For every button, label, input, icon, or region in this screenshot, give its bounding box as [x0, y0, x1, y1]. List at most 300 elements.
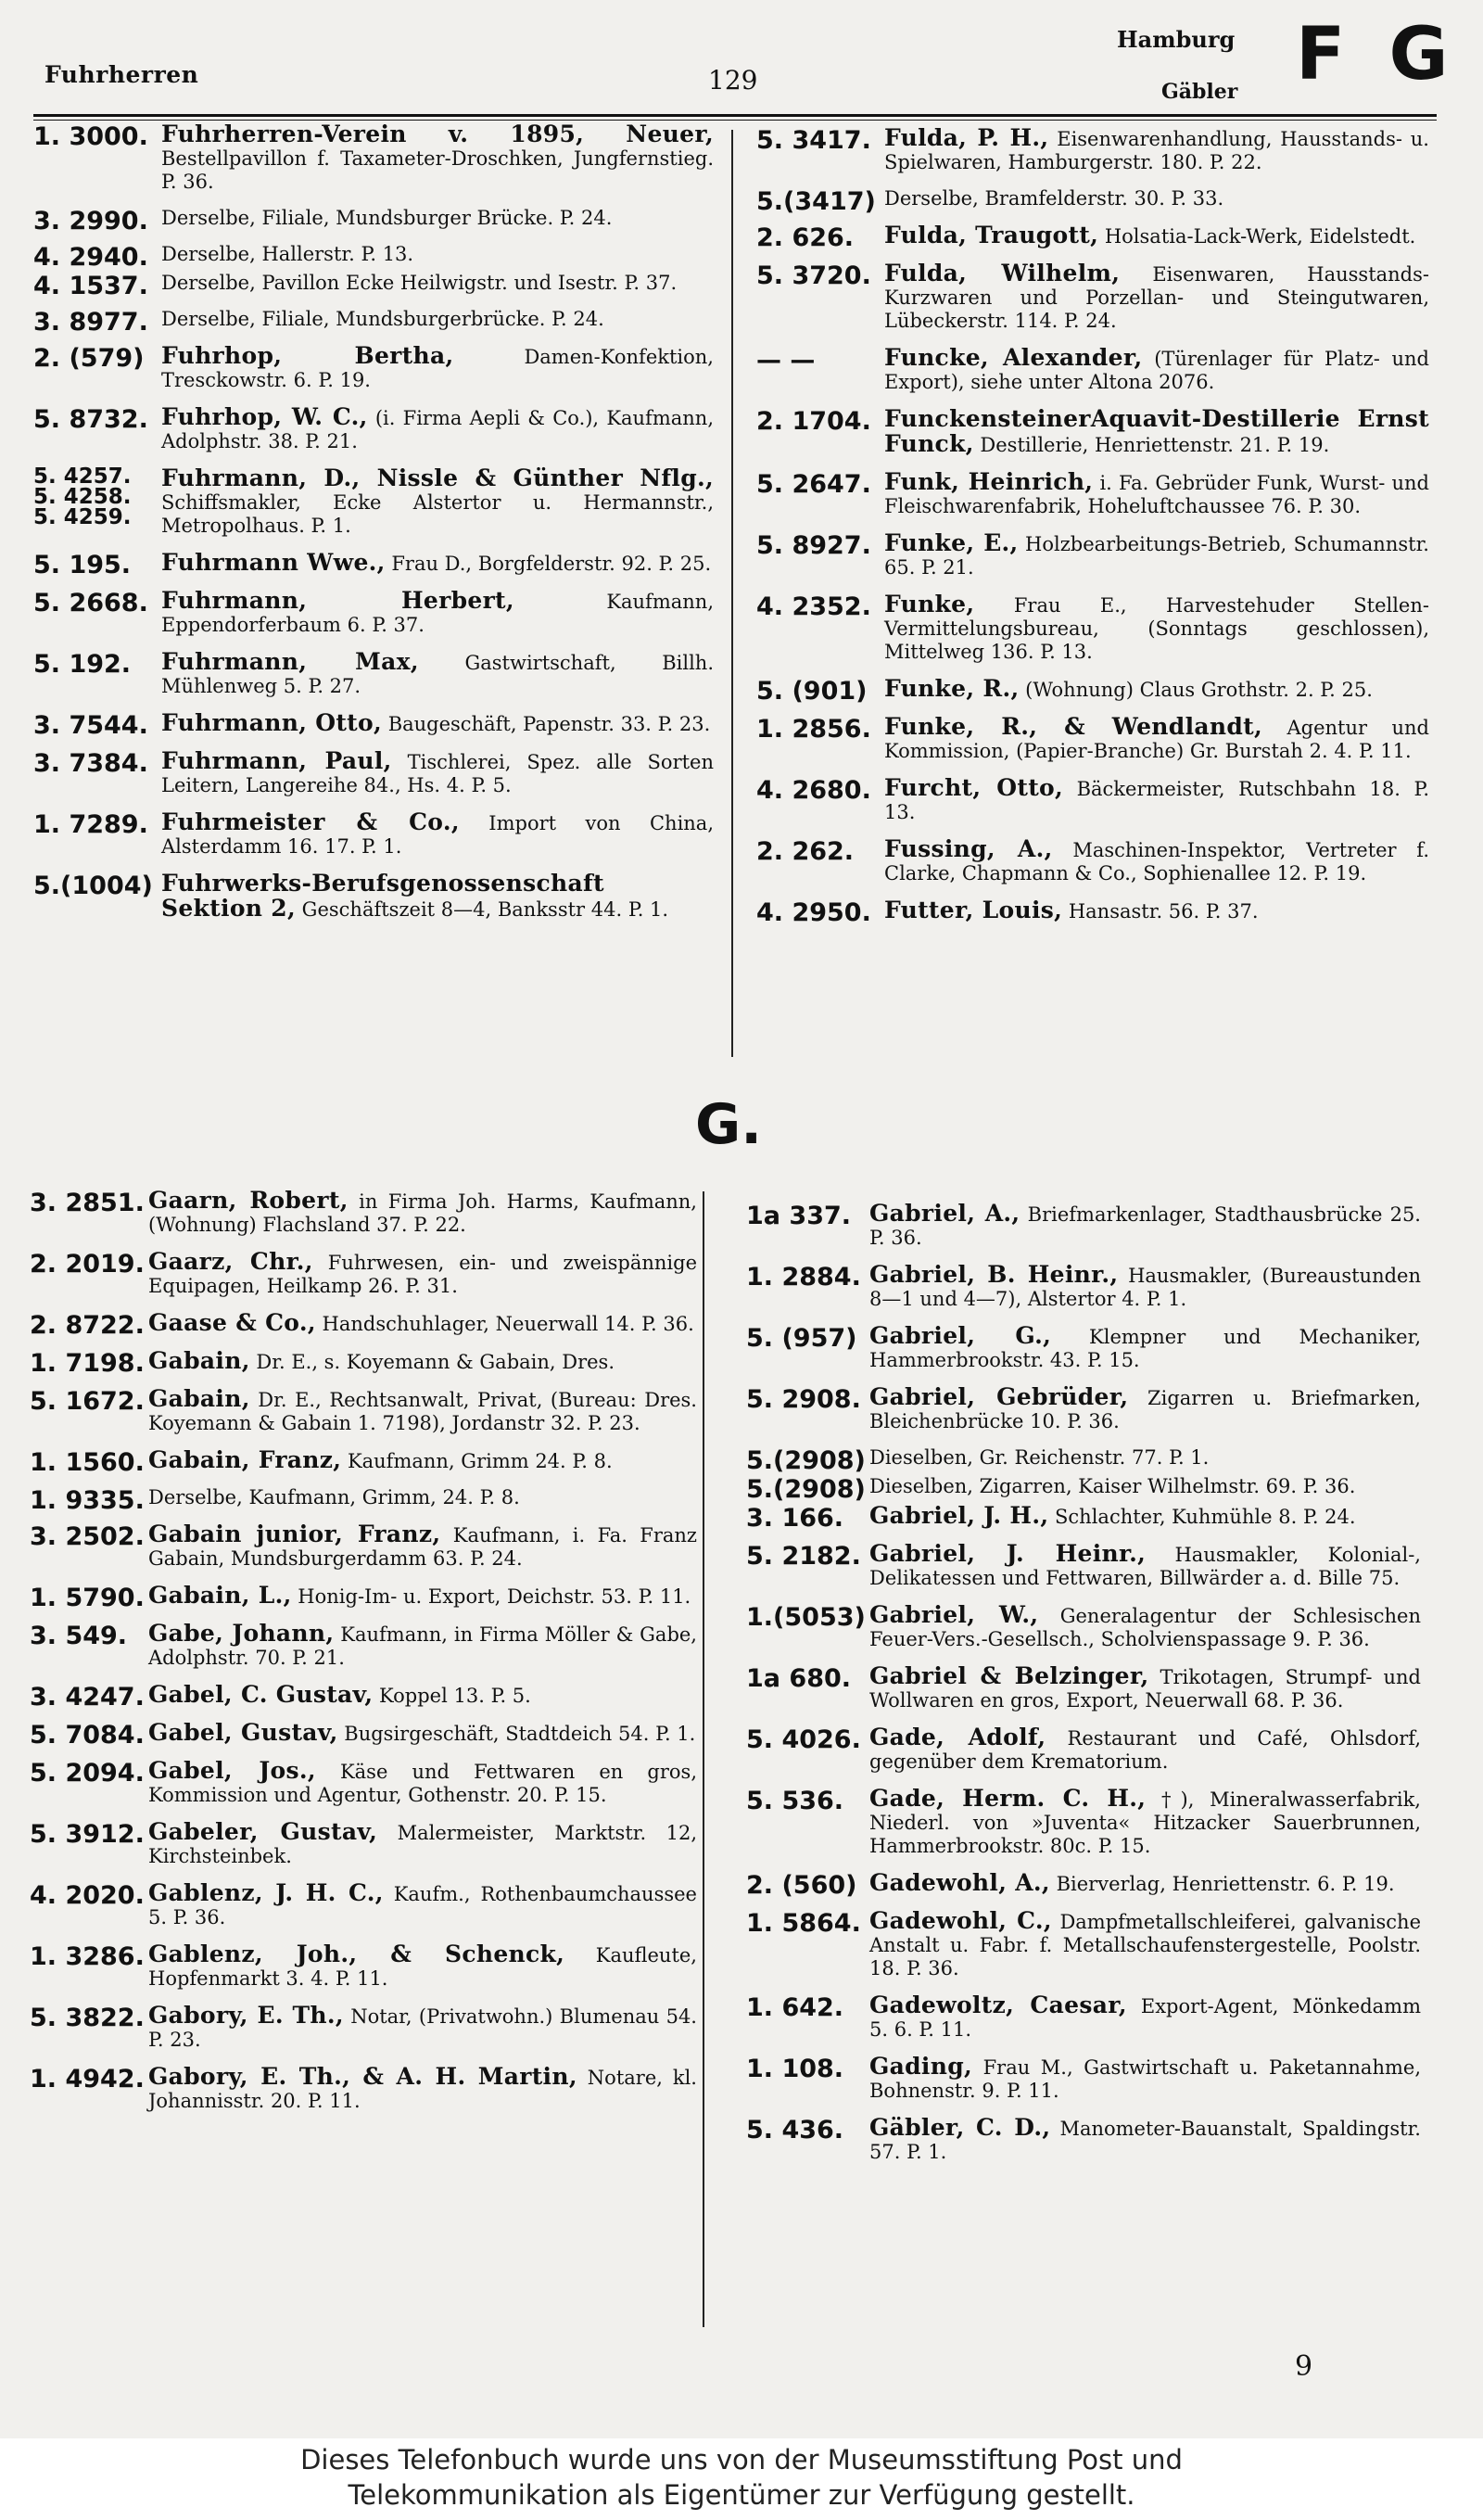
entry-text	[161, 466, 714, 538]
directory-entry	[756, 346, 1429, 394]
entry-text	[148, 1622, 697, 1670]
entry-text	[161, 207, 714, 230]
directory-entry	[746, 1603, 1421, 1651]
subscriber-details: Bäckermeister, Rutschbahn 18. P. 13.	[884, 778, 1429, 823]
subscriber-name: Gabain,	[148, 1347, 250, 1374]
phone-number: 5. 536.	[746, 1787, 844, 1815]
subscriber-details: Holzbearbeitungs-Betrieb, Schumannstr. 65. P. 21.	[884, 533, 1429, 579]
subscriber-name: Furcht, Otto,	[884, 774, 1064, 801]
phone-number: 3. 7384.	[33, 749, 148, 778]
subscriber-details: Hansastr. 56. P. 37.	[1068, 900, 1259, 923]
subscriber-name: Fuhrmann, Herbert,	[161, 587, 514, 614]
entry-text	[884, 715, 1429, 763]
subscriber-details: Damen-Konfektion, Tresckowstr. 6. P. 19.	[161, 346, 714, 391]
entry-text	[869, 1871, 1421, 1896]
subscriber-name: Gabory, E. Th., & A. H. Martin,	[148, 2063, 577, 2090]
subscriber-details: (Wohnung) Claus Grothstr. 2. P. 25.	[1025, 679, 1373, 701]
directory-entry	[33, 749, 714, 797]
entry-text	[161, 589, 714, 637]
subscriber-name: Gabain,	[148, 1385, 250, 1412]
footer-line-2: Telekommunikation als Eigentümer zur Verfügung gestellt.	[348, 2479, 1135, 2511]
phone-number: 5. 3822.	[30, 2004, 145, 2032]
phone-number: 5.(3417)	[756, 187, 876, 216]
entry-text	[148, 1759, 697, 1807]
directory-entry	[30, 1486, 697, 1515]
subscriber-details: †), Mineralwasserfabrik, Niederl. von »Juventa« Hitzacker Sauerbrunnen, Hammerbrookstr. 80c. P. 15.	[869, 1788, 1421, 1857]
phone-number: 1. 108.	[746, 2055, 844, 2083]
directory-entry	[756, 470, 1429, 518]
phone-number: 5. 3417.	[756, 126, 871, 155]
subscriber-name: Funke,	[884, 591, 975, 617]
directory-entry	[756, 261, 1429, 333]
subscriber-details: Trikotagen, Strumpf- und Wollwaren en gros, Export, Neuerwall 68. P. 36.	[869, 1666, 1421, 1712]
subscriber-name: Gade, Adolf,	[869, 1724, 1046, 1750]
subscriber-details: Briefmarkenlager, Stadthausbrücke 25. P. 36.	[869, 1203, 1421, 1249]
entry-text	[869, 1324, 1421, 1372]
subscriber-name: Fulda, Wilhelm,	[884, 260, 1121, 286]
subscriber-details: Frau E., Harvestehuder Stellen-Vermittelungsbureau, (Sonntags geschlossen), Mittelweg 136. P. 13.	[884, 594, 1429, 663]
subscriber-details: Frau D., Borgfelderstr. 92. P. 25.	[391, 553, 712, 575]
phone-number: 3. 2502.	[30, 1522, 145, 1551]
subscriber-name: Fuhrmeister & Co.,	[161, 808, 460, 835]
entry-text	[148, 1820, 697, 1868]
entry-text	[884, 407, 1429, 457]
entry-text	[148, 1522, 697, 1571]
subscriber-details: (i. Firma Aepli & Co.), Kaufmann, Adolphstr. 38. P. 21.	[161, 407, 714, 452]
directory-entry	[756, 531, 1429, 579]
subscriber-details: Kaufmann, Grimm 24. P. 8.	[347, 1450, 613, 1472]
directory-entry	[746, 1869, 1421, 1900]
subscriber-name: Fuhrwerks-Berufsgenossenschaft Sektion 2,	[161, 870, 604, 922]
directory-entry	[30, 1309, 697, 1340]
phone-number: 5. 2908.	[746, 1385, 861, 1414]
entry-text	[148, 1486, 697, 1509]
subscriber-details: Kaufmann, Eppendorferbaum 6. P. 37.	[161, 591, 714, 636]
directory-entry	[30, 1759, 697, 1807]
entry-text	[161, 749, 714, 797]
phone-number: 5.(1004)	[33, 872, 153, 900]
directory-entry	[33, 549, 714, 579]
subscriber-details: Käse und Fettwaren en gros, Kommission und Agentur, Gothenstr. 20. P. 15.	[148, 1761, 697, 1806]
subscriber-details: Agentur und Kommission, (Papier-Branche) Gr. Burstah 2. 4. P. 11.	[884, 717, 1430, 762]
directory-entry	[30, 1622, 697, 1670]
subscriber-details: Schlachter, Kuhmühle 8. P. 24.	[1055, 1506, 1356, 1528]
entry-text	[148, 2004, 697, 2052]
phone-number: 3. 2851.	[30, 1189, 145, 1217]
directory-entry	[756, 592, 1429, 664]
subscriber-details: Geschäftszeit 8—4, Banksstr 44. P. 1.	[301, 898, 669, 921]
phone-number: 5. 2094.	[30, 1759, 145, 1788]
phone-number: 1. 7198.	[30, 1349, 145, 1378]
phone-number: 5. 4026.	[746, 1725, 861, 1754]
running-header-last-entry: Gäbler	[1161, 80, 1238, 104]
entry-text	[869, 1787, 1421, 1858]
subscriber-details: Malermeister, Marktstr. 12, Kirchsteinbek.	[148, 1822, 697, 1867]
subscriber-details: Derselbe, Kaufmann, Grimm, 24. P. 8.	[148, 1486, 520, 1508]
phone-number: 1. 5864.	[746, 1909, 861, 1938]
phone-number: 2. 1704.	[756, 407, 871, 436]
phone-number: 4. 2940.	[33, 243, 148, 272]
subscriber-details: in Firma Joh. Harms, Kaufmann, (Wohnung) Flachsland 37. P. 22.	[148, 1190, 697, 1236]
subscriber-name: Gaase & Co.,	[148, 1309, 316, 1336]
entry-text	[869, 1202, 1421, 1250]
subscriber-name: Gaarn, Robert,	[148, 1187, 349, 1214]
entry-text	[869, 1993, 1421, 2042]
subscriber-name: Gabeler, Gustav,	[148, 1818, 378, 1845]
entry-text	[869, 1263, 1421, 1311]
subscriber-details: Maschinen-Inspektor, Vertreter f. Clarke, Chapmann & Co., Sophienallee 12. P. 19.	[884, 839, 1429, 885]
directory-entry	[33, 308, 714, 337]
subscriber-name: Fuhrmann, Max,	[161, 648, 419, 675]
subscriber-name: Gabain, L.,	[148, 1582, 292, 1609]
phone-number: 2. 8722.	[30, 1311, 145, 1340]
subscriber-details: Gastwirtschaft, Billh. Mühlenweg 5. P. 27.	[161, 652, 714, 697]
entry-text	[869, 1909, 1421, 1980]
directory-entry	[756, 407, 1429, 457]
directory-entry	[746, 1993, 1421, 2042]
directory-entry	[30, 1387, 697, 1435]
column-divider-top	[731, 130, 733, 1057]
phone-number: 5. 8732.	[33, 405, 148, 434]
subscriber-name: Fuhrmann Wwe.,	[161, 549, 386, 576]
subscriber-details: Derselbe, Bramfelderstr. 30. P. 33.	[884, 187, 1224, 210]
directory-entry	[30, 1347, 697, 1378]
phone-number: 5. 1672.	[30, 1387, 145, 1416]
entry-text	[148, 1881, 697, 1929]
subscriber-name: Gablenz, Joh., & Schenck,	[148, 1941, 565, 1967]
entry-text	[161, 405, 714, 453]
phone-number: 4. 2950.	[756, 898, 871, 927]
subscriber-details: Derselbe, Hallerstr. P. 13.	[161, 243, 414, 265]
directory-entry	[756, 126, 1429, 174]
entry-text	[161, 308, 714, 331]
directory-entry	[30, 2004, 697, 2052]
subscriber-details: Bierverlag, Henriettenstr. 6. P. 19.	[1056, 1873, 1395, 1895]
subscriber-details: Notare, kl. Johannisstr. 20. P. 11.	[148, 2067, 697, 2112]
subscriber-details: Holsatia-Lack-Werk, Eidelstedt.	[1104, 225, 1416, 248]
subscriber-details: Zigarren u. Briefmarken, Bleichenbrücke 10. P. 36.	[869, 1387, 1421, 1432]
subscriber-name: Gabriel, J. H.,	[869, 1502, 1049, 1529]
footer-notice	[0, 2438, 1483, 2520]
directory-entry	[746, 1502, 1421, 1533]
directory-entry	[746, 2116, 1421, 2164]
directory-entry	[30, 1719, 697, 1750]
page-number: 129	[708, 65, 758, 95]
directory-entry	[746, 1909, 1421, 1980]
subscriber-name: Funke, R., & Wendlandt,	[884, 713, 1262, 740]
subscriber-name: Funke, R.,	[884, 675, 1020, 702]
directory-entry	[756, 715, 1429, 763]
directory-entry	[746, 1324, 1421, 1372]
phone-number: 1. 2856.	[756, 715, 871, 744]
section-letters: F G	[1296, 13, 1458, 96]
subscriber-name: Fulda, Traugott,	[884, 222, 1099, 248]
directory-entry	[756, 897, 1429, 927]
entry-text	[161, 650, 714, 698]
directory-entry	[33, 344, 714, 392]
phone-number: 1. 4942.	[30, 2065, 145, 2094]
subscriber-details: Dr. E., s. Koyemann & Gabain, Dres.	[256, 1351, 615, 1373]
entry-text	[161, 711, 714, 736]
subscriber-name: Gabriel & Belzinger,	[869, 1662, 1149, 1689]
entry-text	[148, 1683, 697, 1708]
directory-entry	[746, 1725, 1421, 1774]
subscriber-details: Manometer-Bauanstalt, Spaldingstr. 57. P. 1.	[869, 2118, 1421, 2163]
subscriber-name: Fuhrmann, Paul,	[161, 747, 392, 774]
phone-number: 3. 166.	[746, 1504, 844, 1533]
entry-text	[884, 677, 1429, 702]
subscriber-name: Gadewohl, A.,	[869, 1869, 1050, 1896]
subscriber-details: Hausmakler, (Bureaustunden 8—1 und 4—7), Alstertor 4. P. 1.	[869, 1265, 1421, 1310]
directory-entry	[30, 1446, 697, 1477]
header-rule	[33, 114, 1437, 117]
subscriber-details: Handschuhlager, Neuerwall 14. P. 36.	[322, 1313, 694, 1335]
phone-number: 5.(2908)	[746, 1446, 866, 1475]
directory-entry	[746, 1263, 1421, 1311]
directory-entry	[30, 2065, 697, 2113]
subscriber-details: Schiffsmakler, Ecke Alstertor u. Hermannstr., Metropolhaus. P. 1.	[161, 491, 714, 537]
subscriber-name: Gabriel, G.,	[869, 1322, 1052, 1349]
entry-text	[869, 1504, 1421, 1529]
phone-number: 1. 3286.	[30, 1942, 145, 1971]
subscriber-name: Gading,	[869, 2053, 972, 2080]
phone-number: 1a 337.	[746, 1202, 852, 1230]
directory-entry	[756, 222, 1429, 252]
subscriber-name: Gabriel, J. Heinr.,	[869, 1540, 1147, 1567]
phone-number: 1. 7289.	[33, 810, 148, 839]
running-header-city: Hamburg	[1117, 26, 1236, 53]
entry-text	[148, 1189, 697, 1237]
phone-number: 5. 436.	[746, 2116, 844, 2145]
phone-number: 4. 2352.	[756, 592, 871, 621]
column-g-left	[30, 1189, 697, 2126]
subscriber-details: Frau M., Gastwirtschaft u. Paketannahme, Bohnenstr. 9. P. 11.	[869, 2056, 1421, 2102]
page-footer-number: 9	[1295, 2350, 1313, 2383]
phone-number: — —	[756, 346, 816, 375]
directory-entry	[30, 1942, 697, 1991]
subscriber-name: Funke, E.,	[884, 529, 1019, 556]
subscriber-details: Import von China, Alsterdamm 16. 17. P. 1.	[161, 812, 715, 858]
subscriber-name: Funk, Heinrich,	[884, 468, 1094, 495]
subscriber-name: Gadewoltz, Caesar,	[869, 1992, 1127, 2018]
subscriber-details: (Türenlager für Platz- und Export), siehe unter Altona 2076.	[884, 348, 1429, 393]
phone-number: 3. 549.	[30, 1622, 128, 1650]
phone-number: 5. 7084.	[30, 1721, 145, 1750]
subscriber-details: Dieselben, Gr. Reichenstr. 77. P. 1.	[869, 1446, 1210, 1469]
directory-entry	[756, 837, 1429, 885]
subscriber-name: Gabe, Johann,	[148, 1620, 335, 1647]
subscriber-details: Derselbe, Pavillon Ecke Heilwigstr. und Isestr. P. 37.	[161, 272, 678, 294]
subscriber-details: Hausmakler, Kolonial-, Delikatessen und Fettwaren, Billwärder a. d. Bille 75.	[869, 1544, 1421, 1589]
phone-number: 5. 195.	[33, 551, 132, 579]
directory-entry	[33, 405, 714, 453]
entry-text	[148, 1250, 697, 1298]
entry-text	[161, 122, 714, 194]
entry-text	[884, 592, 1429, 664]
entry-text	[869, 2116, 1421, 2164]
entry-text	[148, 1387, 697, 1435]
subscriber-details: Export-Agent, Mönkedamm 5. 6. P. 11.	[869, 1995, 1422, 2041]
subscriber-name: Gabory, E. Th.,	[148, 2002, 344, 2029]
directory-entry	[33, 122, 714, 194]
entry-text	[884, 126, 1429, 174]
phone-number: 1. 642.	[746, 1993, 844, 2022]
entry-text	[869, 1475, 1421, 1498]
directory-entry	[30, 1582, 697, 1612]
phone-number: 5. 2668.	[33, 589, 148, 617]
phone-number: 5. 3720.	[756, 261, 871, 290]
phone-number: 5. 8927.	[756, 531, 871, 560]
subscriber-name: Fuhrmann, Otto,	[161, 709, 382, 736]
directory-entry	[30, 1820, 697, 1868]
subscriber-name: Gabriel, A.,	[869, 1200, 1020, 1227]
subscriber-details: Derselbe, Filiale, Mundsburgerbrücke. P. 24.	[161, 308, 604, 330]
subscriber-details: Baugeschäft, Papenstr. 33. P. 23.	[387, 713, 711, 735]
subscriber-details: Klempner und Mechaniker, Hammerbrookstr. 43. P. 15.	[869, 1326, 1421, 1371]
subscriber-name: Fuhrherren-Verein v. 1895, Neuer,	[161, 121, 714, 147]
phone-number: 1. 2884.	[746, 1263, 861, 1292]
phone-number: 3. 7544.	[33, 711, 148, 740]
subscriber-details: Restaurant und Café, Ohlsdorf, gegenüber dem Krematorium.	[869, 1727, 1421, 1773]
subscriber-name: Gabel, C. Gustav,	[148, 1681, 374, 1708]
phone-number: 4. 2020.	[30, 1881, 145, 1910]
phone-number: 1. 1560.	[30, 1448, 145, 1477]
phone-number: 3. 4247.	[30, 1683, 145, 1712]
entry-text	[884, 346, 1429, 394]
entry-text	[161, 243, 714, 266]
directory-entry	[33, 466, 714, 538]
entry-text	[884, 531, 1429, 579]
phone-number: 2. (579)	[33, 344, 145, 373]
phone-number: 5. (957)	[746, 1324, 857, 1353]
subscriber-name: Fuhrhop, W. C.,	[161, 403, 368, 430]
entry-text	[148, 1584, 697, 1609]
phone-number: 3. 2990.	[33, 207, 148, 235]
subscriber-details: Eisenwaren, Hausstands-Kurzwaren und Porzellan- und Steingutwaren, Lübeckerstr. 114. P. 24.	[884, 263, 1430, 332]
entry-text	[884, 187, 1429, 210]
entry-text	[869, 1725, 1421, 1774]
subscriber-name: Gaarz, Chr.,	[148, 1248, 313, 1275]
subscriber-name: Gadewohl, C.,	[869, 1907, 1052, 1934]
subscriber-details: Fuhrwesen, ein- und zweispännige Equipagen, Heilkamp 26. P. 31.	[148, 1252, 698, 1297]
directory-entry	[33, 810, 714, 859]
subscriber-details: Dr. E., Rechtsanwalt, Privat, (Bureau: Dres. Koyemann & Gabain 1. 7198), Jordanstr 32. P. 23.	[148, 1389, 697, 1434]
subscriber-name: Gabriel, B. Heinr.,	[869, 1261, 1119, 1288]
directory-entry	[33, 709, 714, 740]
phone-number: 1. 5790.	[30, 1584, 145, 1612]
phone-number: 1.(5053)	[746, 1603, 866, 1632]
subscriber-name: Fulda, P. H.,	[884, 124, 1049, 151]
entry-text	[148, 1942, 697, 1991]
directory-entry	[30, 1189, 697, 1237]
entry-text	[884, 261, 1429, 333]
phone-number: 5. 2647.	[756, 470, 871, 499]
subscriber-details: Generalagentur der Schlesischen Feuer-Vers.-Gesellsch., Scholvienspassage 9. P. 36.	[869, 1605, 1421, 1650]
directory-entry	[746, 1385, 1421, 1433]
subscriber-name: Futter, Louis,	[884, 897, 1063, 923]
directory-entry	[33, 872, 714, 922]
directory-entry	[33, 650, 714, 698]
phone-number: 1a 680.	[746, 1664, 852, 1693]
phone-number: 3. 8977.	[33, 308, 148, 337]
phone-number: 2. 2019.	[30, 1250, 145, 1279]
phone-number: 1. 3000.	[33, 122, 148, 151]
entry-text	[148, 1721, 697, 1746]
phone-number: 5.(2908)	[746, 1475, 866, 1504]
directory-entry	[30, 1681, 697, 1712]
directory-entry	[746, 1542, 1421, 1590]
phone-number: 5. 2182.	[746, 1542, 861, 1571]
entry-text	[161, 272, 714, 295]
subscriber-details: Tischlerei, Spez. alle Sorten Leitern, Langereihe 84., Hs. 4. P. 5.	[161, 751, 714, 796]
subscriber-details: Kaufm., Rothenbaumchaussee 5. P. 36.	[148, 1883, 697, 1928]
subscriber-details: Derselbe, Filiale, Mundsburger Brücke. P. 24.	[161, 207, 613, 229]
subscriber-name: Gabriel, Gebrüder,	[869, 1383, 1129, 1410]
directory-entry	[33, 207, 714, 235]
entry-text	[148, 1448, 697, 1473]
subscriber-name: Gäbler, C. D.,	[869, 2114, 1051, 2141]
subscriber-name: Gabel, Jos.,	[148, 1757, 316, 1784]
directory-entry	[746, 1446, 1421, 1475]
subscriber-name: Gabain junior, Franz,	[148, 1521, 441, 1547]
entry-text	[869, 1603, 1421, 1651]
directory-entry	[746, 1787, 1421, 1858]
subscriber-details: Kaufleute, Hopfenmarkt 3. 4. P. 11.	[148, 1944, 697, 1990]
entry-text	[161, 344, 714, 392]
subscriber-details: Dampfmetallschleiferei, galvanische Anstalt u. Fabr. f. Metallschaufenstergestelle, Poolstr. 18. P. 36.	[869, 1911, 1421, 1979]
column-g-right	[746, 1202, 1421, 2177]
entry-text	[884, 776, 1429, 824]
subscriber-name: FunckensteinerAquavit-Destillerie Ernst Funck,	[884, 405, 1429, 457]
subscriber-name: Gabel, Gustav,	[148, 1719, 338, 1746]
subscriber-details: Bestellpavillon f. Taxameter-Droschken, Jungfernstieg. P. 36.	[161, 147, 714, 193]
section-heading-g: G.	[695, 1092, 763, 1157]
entry-text	[884, 898, 1429, 923]
entry-text	[869, 1664, 1421, 1712]
entry-text	[884, 223, 1429, 248]
subscriber-name: Fussing, A.,	[884, 835, 1053, 862]
directory-entry	[33, 243, 714, 272]
phone-number: 4. 2680.	[756, 776, 871, 805]
directory-entry	[756, 187, 1429, 216]
directory-entry	[33, 272, 714, 300]
subscriber-details: Kaufmann, i. Fa. Franz Gabain, Mundsburgerdamm 63. P. 24.	[148, 1524, 697, 1570]
directory-entry	[30, 1522, 697, 1571]
column-f-left	[33, 122, 714, 935]
subscriber-details: Bugsirgeschäft, Stadtdeich 54. P. 1.	[344, 1723, 696, 1745]
subscriber-details: i. Fa. Gebrüder Funk, Wurst- und Fleischwarenfabrik, Hoheluftchaussee 76. P. 30.	[884, 472, 1429, 517]
directory-entry	[33, 589, 714, 637]
footer-line-1: Dieses Telefonbuch wurde uns von der Museumsstiftung Post und	[300, 2444, 1183, 2475]
directory-entry	[30, 1881, 697, 1929]
phone-number: 5. 4257. 5. 4258. 5. 4259.	[33, 465, 132, 529]
directory-entry	[756, 675, 1429, 706]
subscriber-details: Destillerie, Henriettenstr. 21. P. 19.	[980, 434, 1330, 456]
entry-text	[869, 2055, 1421, 2103]
entry-text	[884, 837, 1429, 885]
directory-entry	[746, 2055, 1421, 2103]
entry-text	[161, 872, 714, 922]
directory-entry	[746, 1664, 1421, 1712]
entry-text	[161, 551, 714, 576]
subscriber-name: Gabain, Franz,	[148, 1446, 342, 1473]
directory-entry	[746, 1475, 1421, 1504]
subscriber-name: Gade, Herm. C. H.,	[869, 1785, 1147, 1812]
phone-number: 4. 1537.	[33, 272, 148, 300]
subscriber-details: Dieselben, Zigarren, Kaiser Wilhelmstr. 69. P. 36.	[869, 1475, 1356, 1497]
entry-text	[869, 1385, 1421, 1433]
subscriber-name: Gablenz, J. H. C.,	[148, 1879, 384, 1906]
